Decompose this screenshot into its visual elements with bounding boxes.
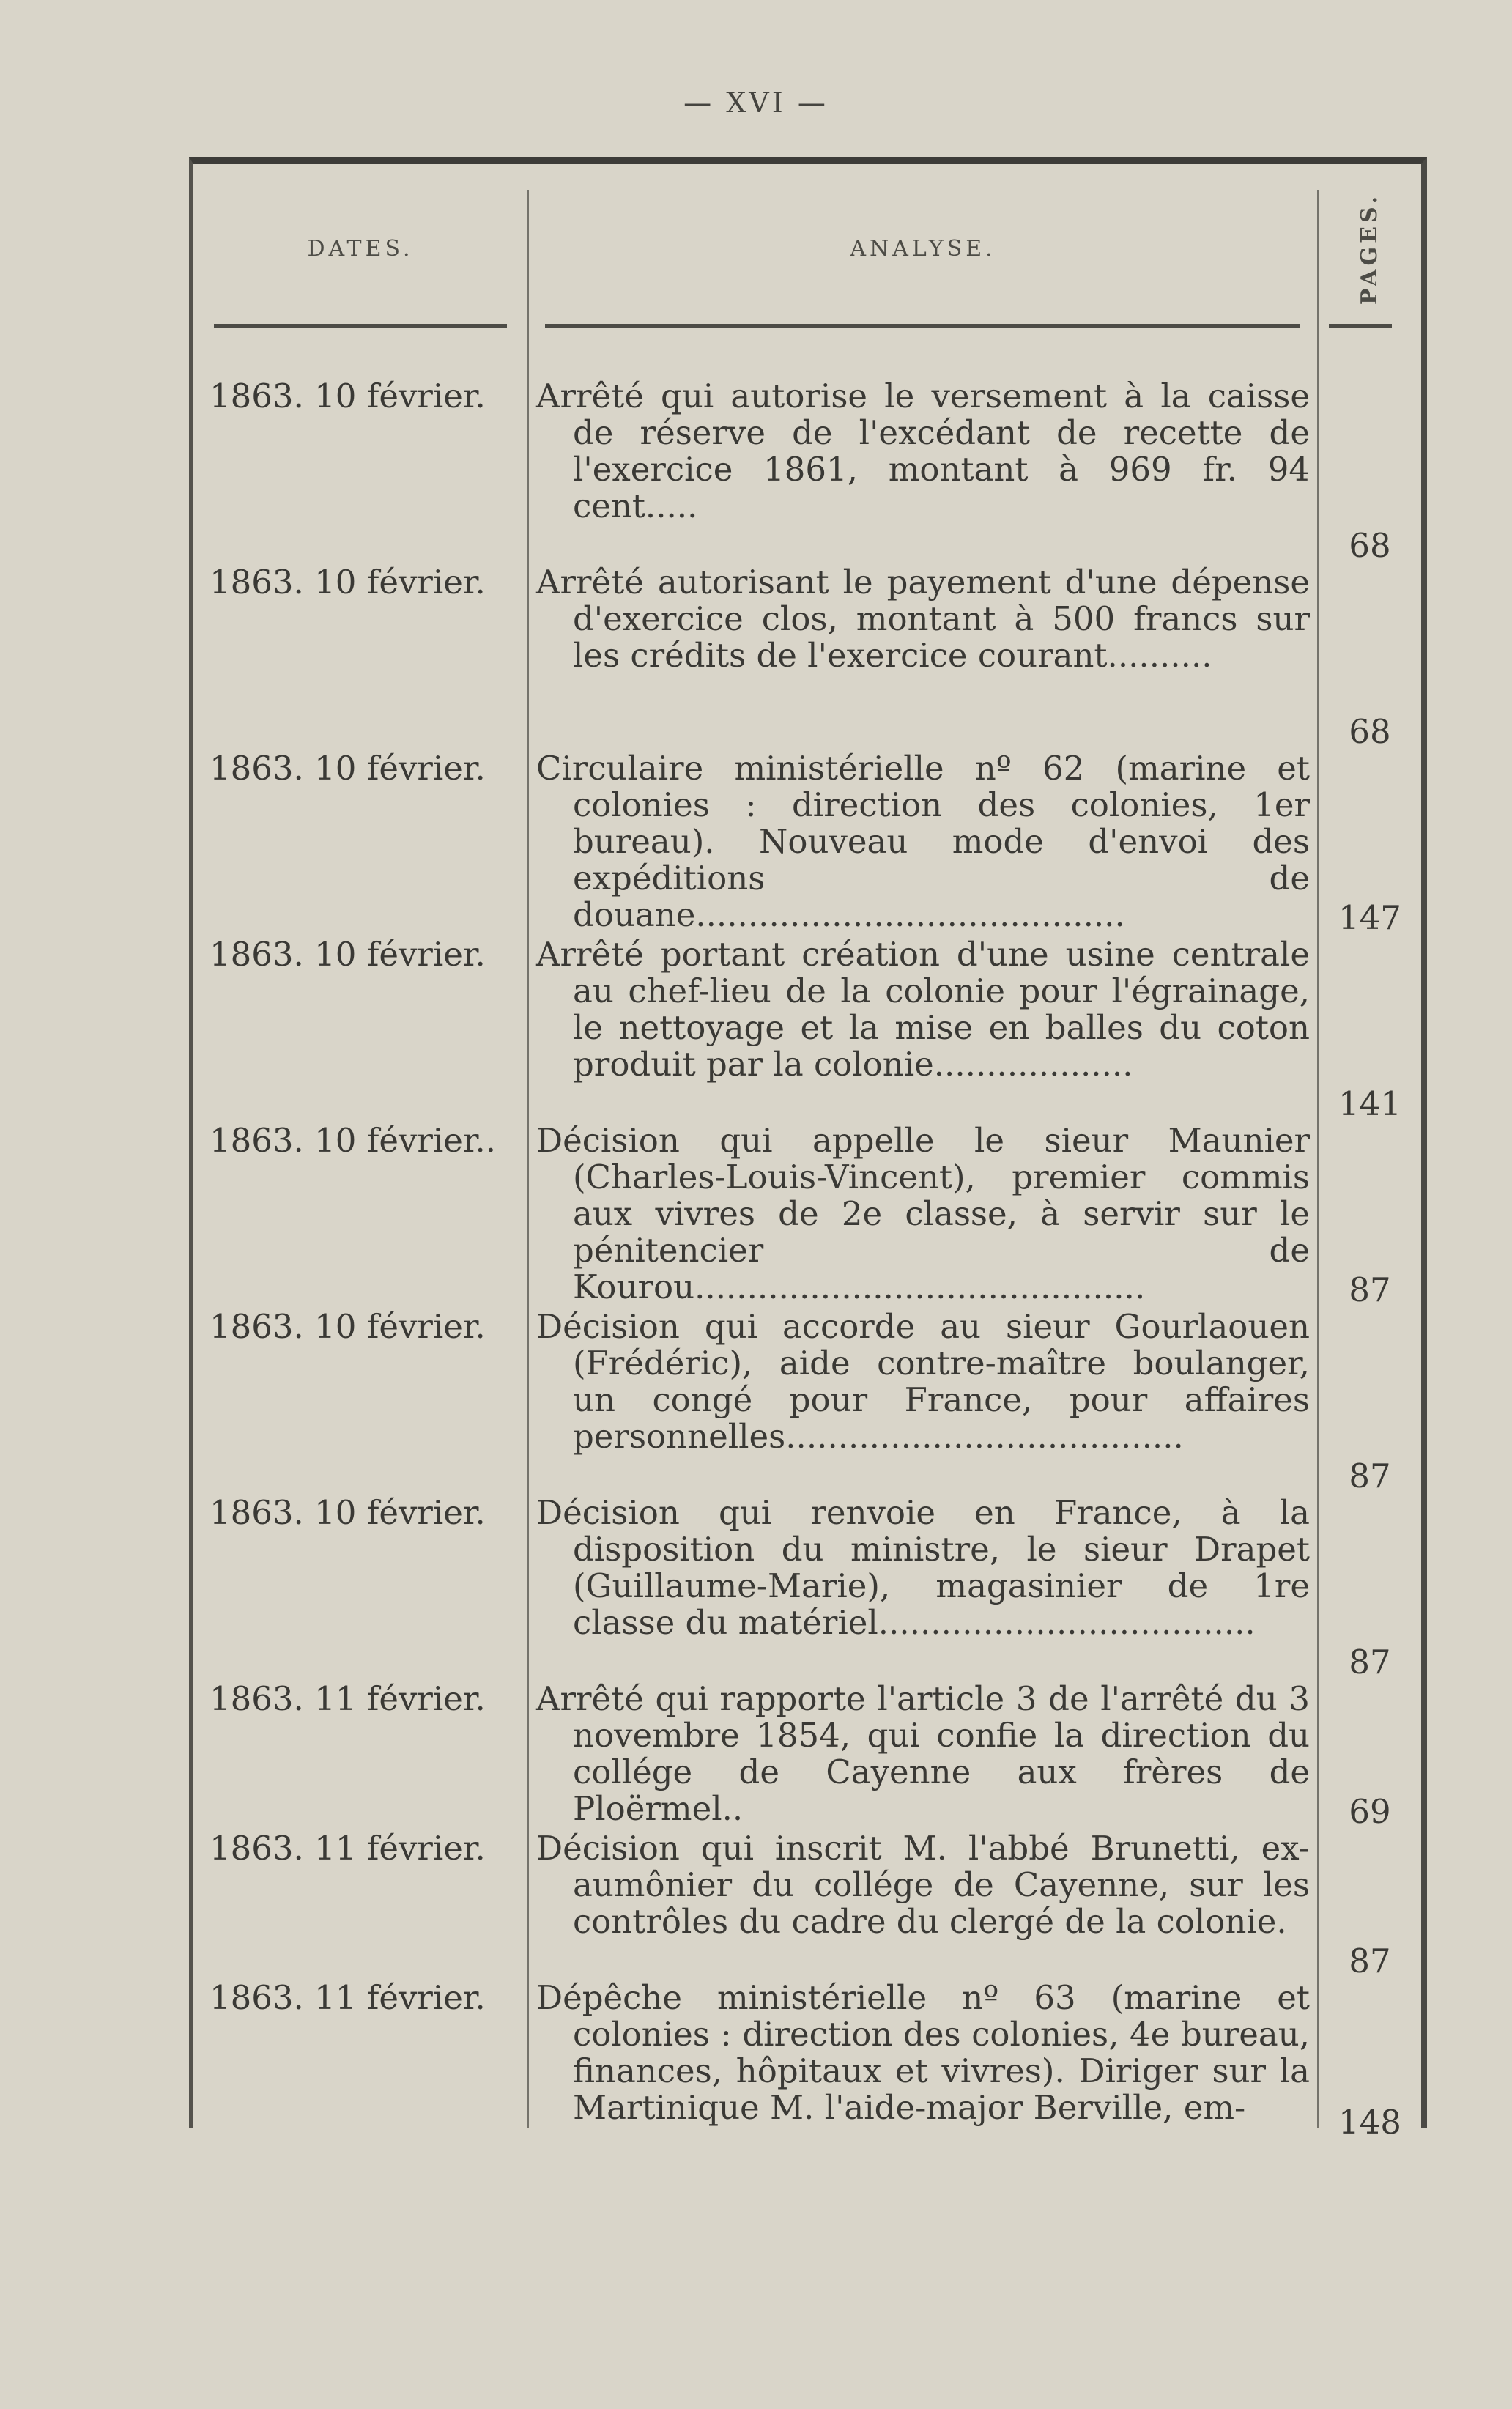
row-analysis: Arrêté autorisant le payement d'une dépense d'exercice clos, montant à 500 francs sur les crédits de l'exercice courant..........: [536, 563, 1310, 675]
row-page: 87: [1349, 1643, 1391, 1681]
row-page: 148: [1338, 2103, 1401, 2142]
table-row: [193, 1122, 1421, 1309]
row-date: 1863. 10 février.: [210, 935, 486, 974]
row-analysis: Décision qui renvoie en France, à la disposition du ministre, le sieur Drapet (Guillaume-Marie), magasinier de 1re classe du matériel....................................: [536, 1493, 1310, 1642]
row-date: 1863. 10 février..: [210, 1121, 497, 1160]
table-row: [193, 750, 1421, 936]
header-analyse: ANALYSE.: [850, 235, 996, 262]
table-row: [193, 1309, 1421, 1495]
table-body: [193, 378, 1421, 2177]
row-date: 1863. 11 février.: [210, 1978, 486, 2017]
row-date: 1863. 11 février.: [210, 1679, 486, 1718]
row-page: 68: [1349, 526, 1391, 565]
row-date: 1863. 11 février.: [210, 1829, 486, 1868]
row-date: 1863. 10 février.: [210, 1307, 486, 1346]
row-page: 141: [1338, 1084, 1401, 1123]
table-row: [193, 1681, 1421, 1830]
row-page: 68: [1349, 712, 1391, 751]
header-rule: [1329, 324, 1392, 328]
header-rule: [545, 324, 1300, 328]
row-date: 1863. 10 février.: [210, 749, 486, 788]
header-dates: DATES.: [307, 235, 414, 262]
row-page: 87: [1349, 1270, 1391, 1309]
row-page: 87: [1349, 1457, 1391, 1495]
row-page: 69: [1349, 1792, 1391, 1831]
table-row: [193, 1980, 1421, 2177]
table-row: [193, 936, 1421, 1122]
row-analysis: Décision qui appelle le sieur Maunier (Charles-Louis-Vincent), premier commis aux vivres de 2e classe, à servir sur le pénitencier de Kourou...........................................: [536, 1121, 1310, 1306]
table-row: [193, 378, 1421, 564]
index-table: [189, 157, 1427, 2142]
row-analysis: Arrêté qui rapporte l'article 3 de l'arrêté du 3 novembre 1854, qui confie la direction du collége de Cayenne aux frères de Ploërmel..: [536, 1679, 1310, 1828]
table-row: [193, 564, 1421, 750]
row-page: 87: [1349, 1942, 1391, 1980]
table-row: [193, 1495, 1421, 1681]
page-number: — XVI —: [683, 86, 829, 119]
row-analysis: Circulaire ministérielle nº 62 (marine et colonies : direction des colonies, 1er bureau). Nouveau mode d'envoi des expéditions de douane.........................................: [536, 749, 1310, 934]
header-rule: [214, 324, 507, 328]
row-analysis: Arrêté qui autorise le versement à la caisse de réserve de l'excédant de recette de l'exercice 1861, montant à 969 fr. 94 cent.....: [536, 377, 1310, 525]
row-date: 1863. 10 février.: [210, 377, 486, 415]
header-pages: [1319, 164, 1421, 333]
row-analysis: Décision qui accorde au sieur Gourlaouen (Frédéric), aide contre-maître boulanger, un congé pour France, pour affaires personnelles......................................: [536, 1307, 1310, 1456]
row-analysis: Dépêche ministérielle nº 63 (marine et colonies : direction des colonies, 4e bureau, finances, hôpitaux et vivres). Diriger sur la Martinique M. l'aide-major Berville, em-: [536, 1978, 1310, 2127]
table-row: [193, 1830, 1421, 1980]
row-analysis: Décision qui inscrit M. l'abbé Brunetti, ex-aumônier du collége de Cayenne, sur les contrôles du cadre du clergé de la colonie.: [536, 1829, 1310, 1941]
row-page: 147: [1338, 898, 1401, 937]
row-analysis: Arrêté portant création d'une usine centrale au chef-lieu de la colonie pour l'égrainage, le nettoyage et la mise en balles du coton produit par la colonie...................: [536, 935, 1310, 1084]
row-date: 1863. 10 février.: [210, 1493, 486, 1532]
row-date: 1863. 10 février.: [210, 563, 486, 602]
header-pages-label: PAGES.: [1357, 192, 1383, 305]
